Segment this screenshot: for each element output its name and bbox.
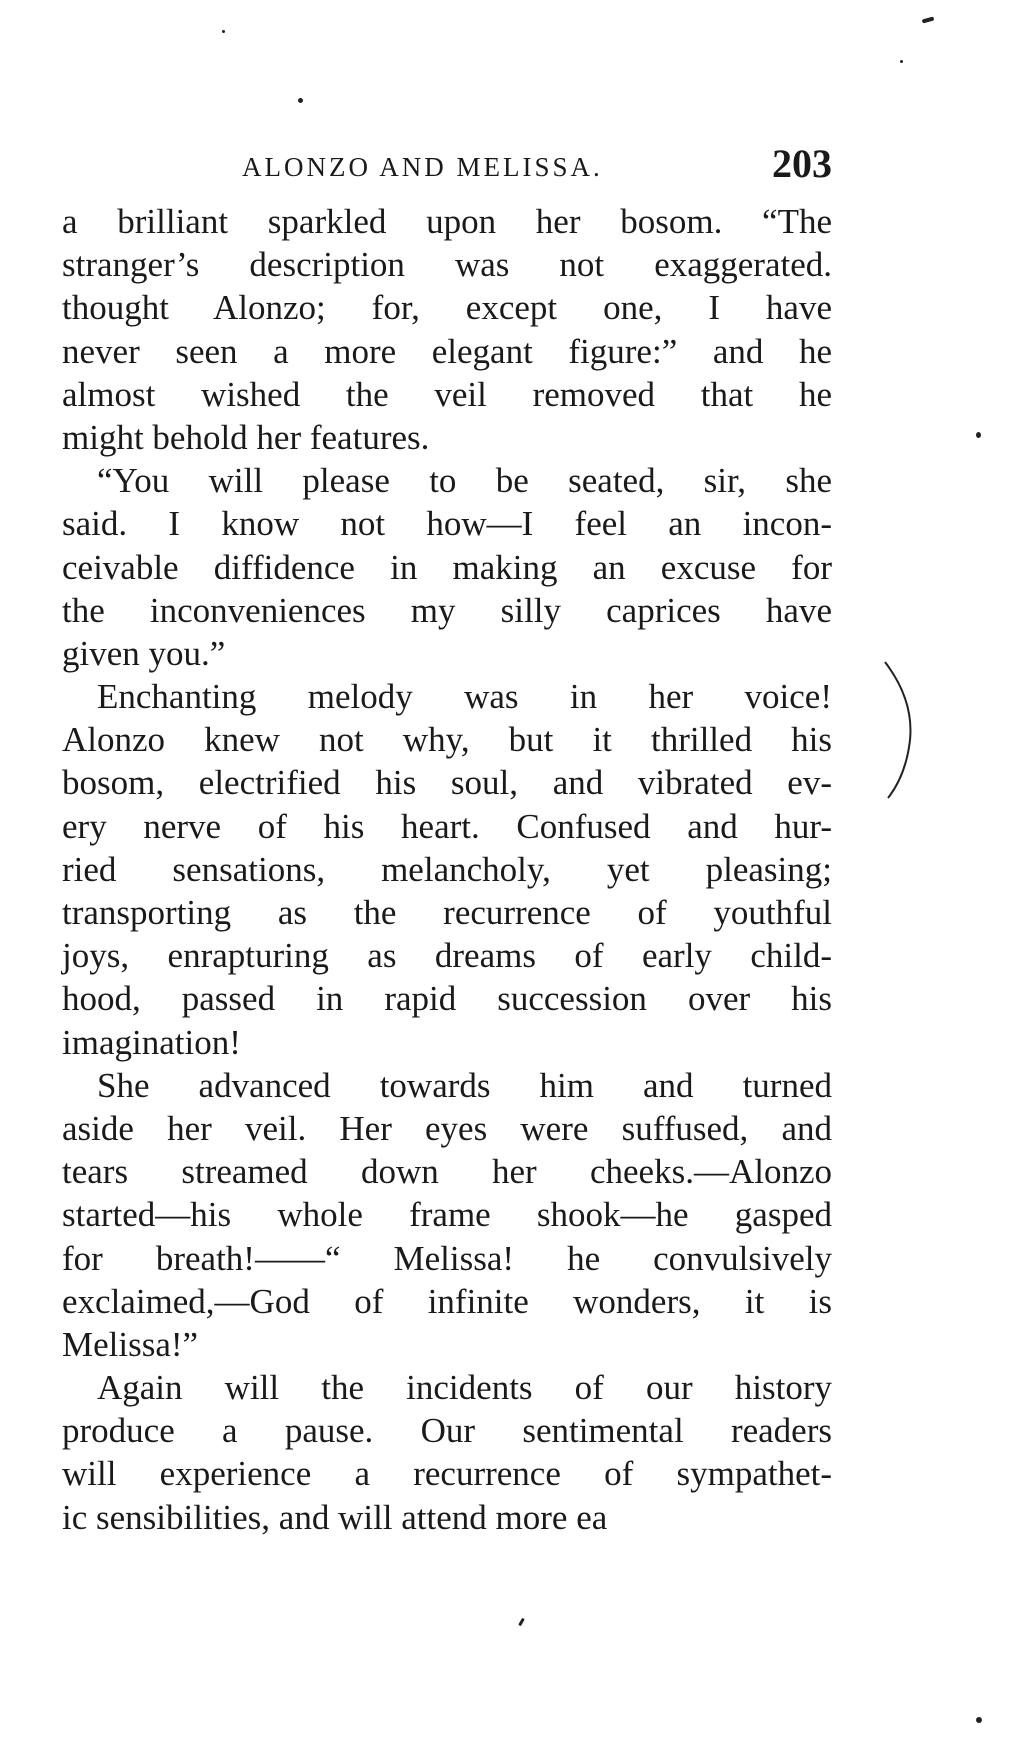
text-line: transporting as the recurrence of youthful <box>62 893 832 932</box>
text-line: Alonzo knew not why, but it thrilled his <box>62 720 832 760</box>
page-number: 203 <box>772 141 832 186</box>
text-line: joys, enrapturing as dreams of early child- <box>62 936 832 976</box>
text-line: said. I know not how—I feel an incon- <box>62 504 832 544</box>
text-line: exclaimed,—God of infinite wonders, it is <box>62 1281 832 1321</box>
margin-bracket-mark <box>880 660 920 800</box>
scan-speck <box>976 432 981 438</box>
scan-speck <box>298 98 303 103</box>
text-line: ery nerve of his heart. Confused and hur- <box>62 806 832 846</box>
text-line: never seen a more elegant figure:” and he <box>62 331 832 371</box>
running-title: ALONZO AND MELISSA. <box>242 152 603 182</box>
text-line: bosom, electrified his soul, and vibrated ev- <box>62 763 832 803</box>
text-line: ried sensations, melancholy, yet pleasing; <box>62 849 832 889</box>
text-line: She advanced towards him and turned <box>97 1065 832 1105</box>
scan-speck <box>922 17 935 24</box>
scan-speck <box>518 1618 525 1626</box>
text-line: thought Alonzo; for, except one, I have <box>62 288 832 328</box>
text-line: aside her veil. Her eyes were suffused, and <box>62 1108 832 1148</box>
body-text <box>62 200 832 1539</box>
text-line: stranger’s description was not exaggerated. <box>62 245 832 285</box>
text-line: tears streamed down her cheeks.—Alonzo <box>62 1152 832 1192</box>
scan-speck <box>900 60 903 63</box>
text-line: given you.” <box>62 633 226 673</box>
text-line: “You will please to be seated, sir, she <box>97 461 832 501</box>
text-line: the inconveniences my silly caprices have <box>62 590 832 630</box>
text-line: a brilliant sparkled upon her bosom. “The <box>62 202 832 241</box>
text-line: Melissa!” <box>62 1324 199 1364</box>
text-line: might behold her features. <box>62 417 430 457</box>
text-line: for breath!——“ Melissa! he convulsively <box>62 1238 832 1278</box>
text-line: Again will the incidents of our history <box>97 1368 832 1408</box>
text-line: almost wished the veil removed that he <box>62 374 832 414</box>
scan-speck <box>222 30 225 33</box>
text-line: started—his whole frame shook—he gasped <box>62 1195 832 1235</box>
text-line: will experience a recurrence of sympathet- <box>62 1454 832 1494</box>
text-line: Enchanting melody was in her voice! <box>97 677 832 717</box>
text-line: ceivable diffidence in making an excuse for <box>62 547 832 587</box>
text-line: ic sensibilities, and will attend more ea <box>62 1497 608 1537</box>
scan-speck <box>976 1717 982 1723</box>
page-header <box>62 140 832 190</box>
text-line: hood, passed in rapid succession over his <box>62 979 832 1019</box>
text-line: produce a pause. Our sentimental readers <box>62 1411 832 1451</box>
text-line: imagination! <box>62 1022 241 1062</box>
